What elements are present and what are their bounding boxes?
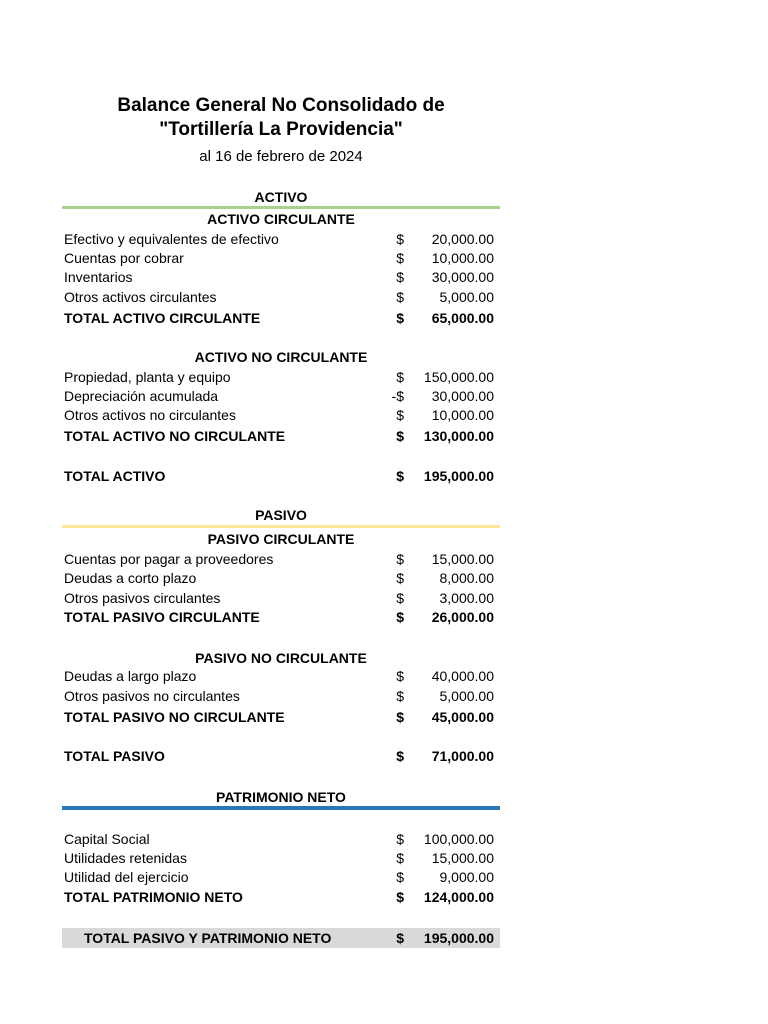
subtotal-row <box>62 708 500 727</box>
section-heading-pasivo: PASIVO <box>255 507 307 523</box>
report-title-line1: Balance General No Consolidado de <box>117 95 445 116</box>
line-item-amount: 9,000.00 <box>439 869 494 885</box>
total-row-activo <box>62 467 500 486</box>
subtotal-label: TOTAL PASIVO NO CIRCULANTE <box>64 709 285 725</box>
subtotal-label: TOTAL ACTIVO NO CIRCULANTE <box>64 428 286 444</box>
subtotal-row <box>62 427 500 446</box>
subsection-heading-activo-circulante: ACTIVO CIRCULANTE <box>207 211 355 227</box>
grand-total-amount: 195,000.00 <box>423 930 494 946</box>
currency-symbol: $ <box>396 269 404 285</box>
total-amount: 71,000.00 <box>431 748 494 764</box>
line-item <box>62 868 500 887</box>
subsection-heading-activo-no-circulante: ACTIVO NO CIRCULANTE <box>194 349 368 365</box>
line-item <box>62 589 500 608</box>
currency-symbol: $ <box>396 748 404 764</box>
currency-symbol: $ <box>396 889 404 905</box>
line-item-amount: 10,000.00 <box>431 407 494 423</box>
line-item <box>62 288 500 307</box>
currency-symbol: $ <box>396 250 404 266</box>
currency-symbol: $ <box>396 930 404 946</box>
subtotal-amount: 26,000.00 <box>431 609 494 625</box>
line-item-amount: 30,000.00 <box>431 388 494 404</box>
line-item-label: Otros pasivos no circulantes <box>64 688 240 704</box>
line-item-label: Cuentas por cobrar <box>64 250 184 266</box>
currency-symbol: $ <box>396 231 404 247</box>
currency-symbol: $ <box>396 709 404 725</box>
line-item-amount: 20,000.00 <box>431 231 494 247</box>
currency-symbol: $ <box>396 551 404 567</box>
pasivo-divider <box>62 525 500 528</box>
line-item-label: Otros activos no circulantes <box>64 407 236 423</box>
currency-symbol: $ <box>396 850 404 866</box>
line-item <box>62 368 500 387</box>
subtotal-label: TOTAL ACTIVO CIRCULANTE <box>64 310 261 326</box>
line-item-amount: 15,000.00 <box>431 551 494 567</box>
line-item <box>62 849 500 868</box>
line-item <box>62 569 500 588</box>
line-item-label: Propiedad, planta y equipo <box>64 369 231 385</box>
patrimonio-divider <box>62 806 500 810</box>
line-item <box>62 687 500 706</box>
line-item-label: Cuentas por pagar a proveedores <box>64 551 274 567</box>
grand-total-row <box>62 928 500 948</box>
line-item-label: Capital Social <box>64 831 150 847</box>
line-item-amount: 100,000.00 <box>423 831 494 847</box>
total-label: TOTAL PASIVO <box>64 748 165 764</box>
line-item-amount: 30,000.00 <box>431 269 494 285</box>
currency-symbol: $ <box>396 369 404 385</box>
line-item <box>62 406 500 425</box>
line-item-label: Otros pasivos circulantes <box>64 590 221 606</box>
line-item <box>62 550 500 569</box>
line-item <box>62 249 500 268</box>
line-item-amount: 150,000.00 <box>423 369 494 385</box>
total-amount: 195,000.00 <box>423 468 494 484</box>
line-item-amount: 10,000.00 <box>431 250 494 266</box>
line-item-label: Deudas a largo plazo <box>64 668 197 684</box>
subtotal-amount: 130,000.00 <box>423 428 494 444</box>
report-title-line2: "Tortillería La Providencia" <box>159 119 403 140</box>
section-heading-activo: ACTIVO <box>254 189 308 205</box>
currency-symbol: $ <box>396 468 404 484</box>
line-item-label: Efectivo y equivalentes de efectivo <box>64 231 279 247</box>
currency-symbol: $ <box>396 688 404 704</box>
line-item-label: Inventarios <box>64 269 133 285</box>
line-item-amount: 5,000.00 <box>439 289 494 305</box>
subsection-heading-pasivo-circulante: PASIVO CIRCULANTE <box>207 531 355 547</box>
line-item <box>62 830 500 849</box>
line-item-amount: 5,000.00 <box>439 688 494 704</box>
section-heading-patrimonio-neto: PATRIMONIO NETO <box>216 789 346 805</box>
currency-symbol: $ <box>396 289 404 305</box>
currency-symbol: -$ <box>391 388 404 404</box>
total-label: TOTAL ACTIVO <box>64 468 166 484</box>
line-item <box>62 230 500 249</box>
line-item-label: Depreciación acumulada <box>64 388 219 404</box>
currency-symbol: $ <box>396 310 404 326</box>
total-row-pasivo <box>62 747 500 766</box>
currency-symbol: $ <box>396 831 404 847</box>
subtotal-label: TOTAL PASIVO CIRCULANTE <box>64 609 260 625</box>
subsection-heading-pasivo-no-circulante: PASIVO NO CIRCULANTE <box>195 650 367 666</box>
line-item-label: Utilidades retenidas <box>64 850 187 866</box>
line-item <box>62 268 500 287</box>
line-item-amount: 8,000.00 <box>439 570 494 586</box>
line-item <box>62 387 500 406</box>
subtotal-amount: 65,000.00 <box>431 310 494 326</box>
line-item-label: Utilidad del ejercicio <box>64 869 189 885</box>
line-item-amount: 15,000.00 <box>431 850 494 866</box>
currency-symbol: $ <box>396 869 404 885</box>
currency-symbol: $ <box>396 570 404 586</box>
line-item <box>62 667 500 686</box>
subtotal-row <box>62 608 500 627</box>
subtotal-row <box>62 888 500 907</box>
currency-symbol: $ <box>396 668 404 684</box>
subtotal-label: TOTAL PATRIMONIO NETO <box>64 889 243 905</box>
currency-symbol: $ <box>396 428 404 444</box>
line-item-label: Deudas a corto plazo <box>64 570 197 586</box>
currency-symbol: $ <box>396 609 404 625</box>
currency-symbol: $ <box>396 407 404 423</box>
currency-symbol: $ <box>396 590 404 606</box>
subtotal-amount: 124,000.00 <box>423 889 494 905</box>
line-item-label: Otros activos circulantes <box>64 289 217 305</box>
report-date: al 16 de febrero de 2024 <box>199 148 363 165</box>
subtotal-amount: 45,000.00 <box>431 709 494 725</box>
line-item-amount: 40,000.00 <box>431 668 494 684</box>
activo-divider <box>62 206 500 209</box>
grand-total-label: TOTAL PASIVO Y PATRIMONIO NETO <box>84 930 332 946</box>
line-item-amount: 3,000.00 <box>439 590 494 606</box>
subtotal-row <box>62 309 500 328</box>
